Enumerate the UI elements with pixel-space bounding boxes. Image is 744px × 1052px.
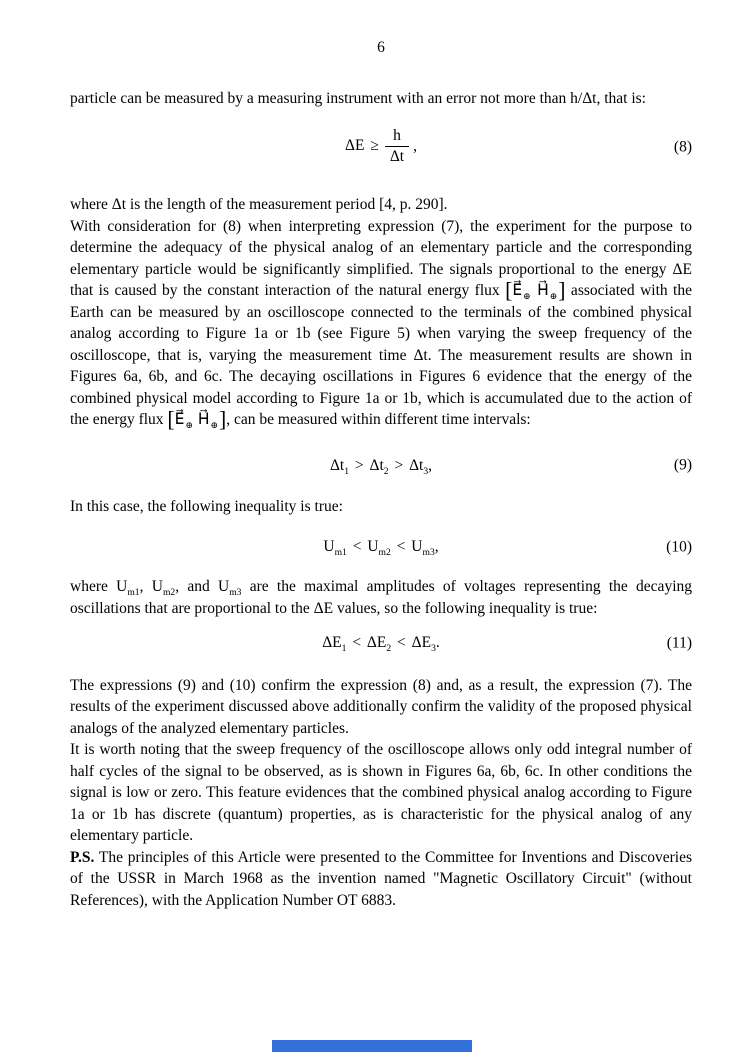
paragraph-worth-noting: It is worth noting that the sweep frequency of the oscilloscope allows only odd integral number of half cycles of the signal to be observed, as is shown in Figures 6a, 6b, 6c. In other conditions the signal is low or zero. This feature evidences that the combined physical analog according to Figure 1a or 1b has discrete (quantum) properties, as is characteristic for the physical analog of any elementary particle.: [70, 741, 692, 844]
equation-9: [70, 455, 692, 477]
equation-10-number: (10): [666, 538, 692, 555]
equation-11-body: $\Delta E_1 < \Delta E_2 < \Delta E_3$.: [322, 634, 440, 655]
paragraph-ps: P.S. The principles of this Article were presented to the Committee for Inventions and Discoveries of the USSR in March 1968 as the invention named "Magnetic Oscillatory Circuit" (without References), with the Application Number OT 6883.: [70, 848, 692, 909]
fraction-denominator: Δt: [385, 146, 409, 167]
equation-10: [70, 536, 692, 558]
paragraph-expressions-confirm: The expressions (9) and (10) confirm the expression (8) and, as a result, the expression (7). The results of the experiment discussed above additionally confirm the validity of the proposed physical analogs of the analyzed elementary particles.: [70, 676, 692, 737]
fraction-numerator: h: [393, 127, 401, 144]
equation-8: [70, 126, 692, 167]
equation-11-number: (11): [666, 634, 692, 651]
equation-9-number: (9): [673, 456, 692, 474]
paragraph-intro: particle can be measured by a measuring instrument with an error not more than h/Δt, that is:: [70, 89, 646, 107]
equation-8-comma: ,: [413, 137, 417, 155]
paragraph-in-this-case: In this case, the following inequality is true:: [70, 498, 343, 515]
paragraph-where-dt: where Δt is the length of the measurement period [4, p. 290].: [70, 196, 448, 213]
paragraph-where-um: where $U_{m1}$, $U_{m2}$, and $U_{m3}$ are the maximal amplitudes of voltages representing the decaying oscillations that are proportional to the ΔE values, so the following inequality is true:: [70, 578, 692, 617]
equation-9-body: $\Delta t_1 > \Delta t_2 > \Delta t_3$,: [329, 456, 433, 477]
equation-11: [70, 632, 692, 654]
page-number: 6: [377, 39, 385, 56]
equation-8-number: (8): [673, 137, 692, 155]
equation-8-lhs: ΔE ≥: [345, 137, 379, 155]
fraction: [385, 126, 409, 167]
equation-10-body: $U_{m1} < U_{m2} < U_{m3}$,: [323, 538, 439, 559]
paragraph-experiment: With consideration for (8) when interpreting expression (7), the experiment for the purpose to determine the adequacy of the physical analog of an elementary particle and the corresponding elementary particle would be significantly simplified. The signals proportional to the energy ΔE that is caused by the constant interaction of the natural energy flux [$E⃗_\oplus$ $H⃗_\oplus$] associated with the Earth can be measured by an oscilloscope connected to the terminals of the combined physical analog according to Figure 1a or 1b (see Figure 5) when varying the sweep frequency of the oscilloscope, that is, varying the measurement time Δt. The measurement results are shown in Figures 6a, 6b, and 6c. The decaying oscillations in Figures 6 evidence that the energy of the combined physical model according to Figure 1a or 1b, which is accumulated due to the action of the energy flux [$E⃗_\oplus$ $H⃗_\oplus$], can be measured within different time intervals:: [70, 217, 692, 432]
bottom-bar: [272, 1040, 472, 1052]
